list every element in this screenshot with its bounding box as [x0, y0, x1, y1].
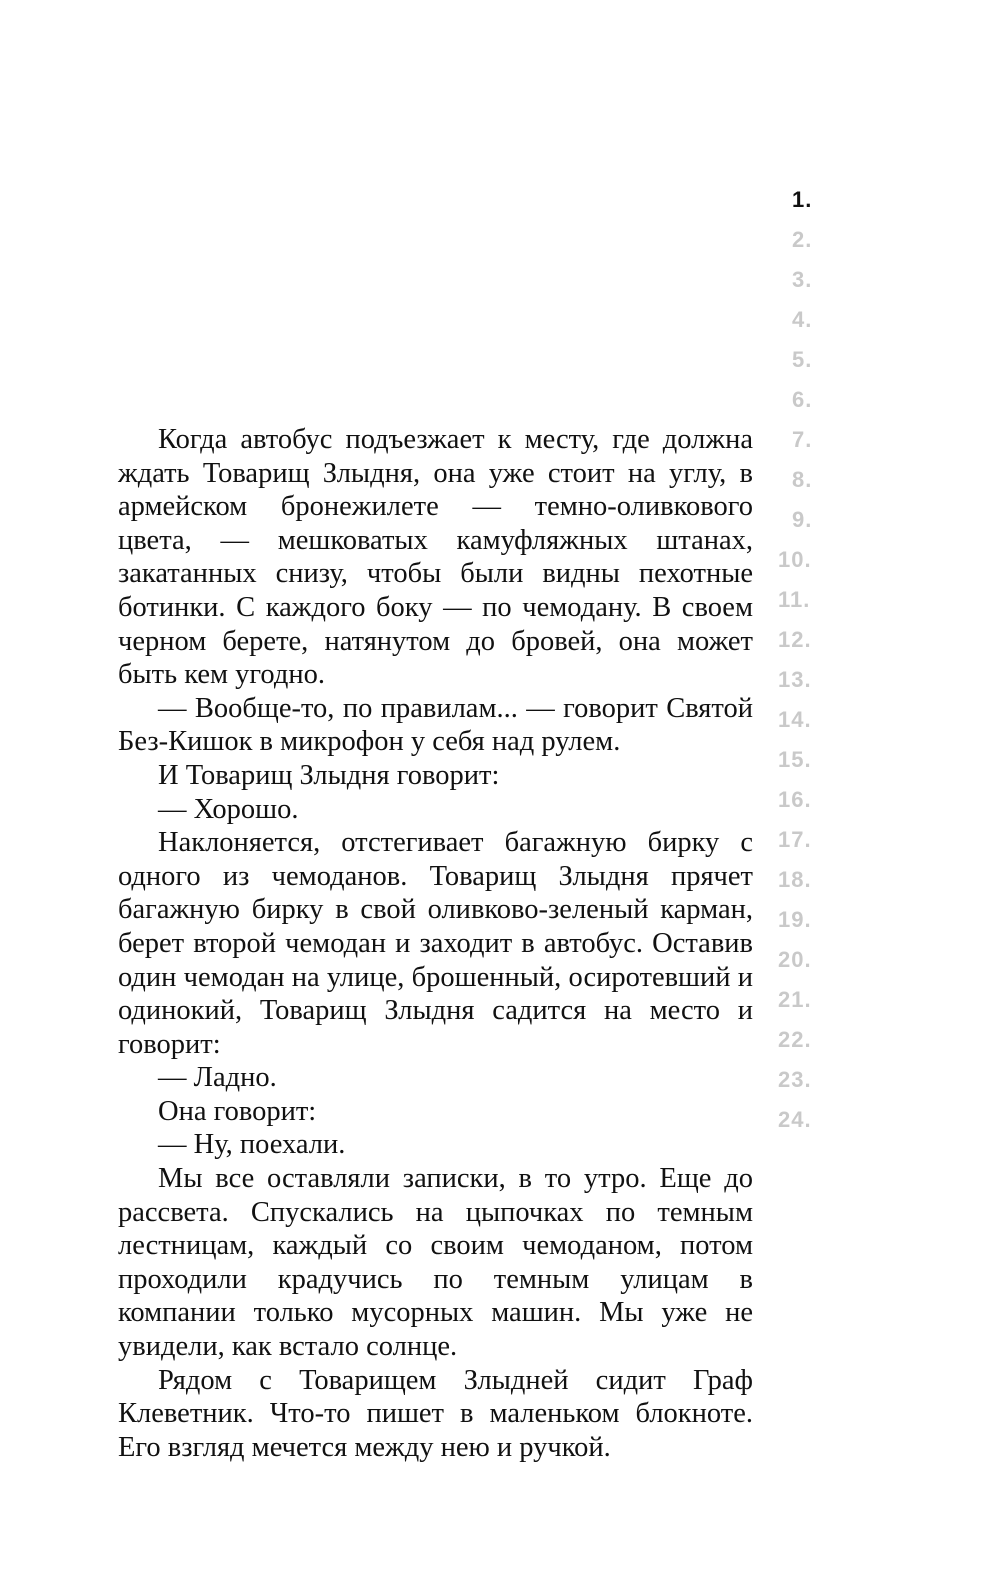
chapter-number: 19. [778, 907, 812, 932]
chapter-number: 2. [792, 227, 813, 252]
paragraph: — Ну, поехали. [158, 1129, 346, 1161]
paragraph: Она говорит: [158, 1095, 317, 1127]
paragraph: Наклоняется, отстегивает багажную бирку с одного из чемоданов. Товарищ Злыдня прячет багажную бирку в свой оливково-зеленый карман, берет второй чемодан и заходит в автобус. Оставив один чемодан на улице, брошенный, осиротевший и одинокий, Товарищ Злыдня садится на место и говорит: [118, 827, 753, 1060]
paragraph: — Хорошо. [158, 793, 299, 825]
paragraph: — Ладно. [158, 1062, 277, 1094]
chapter-number: 17. [778, 827, 812, 852]
chapter-number: 22. [778, 1027, 812, 1052]
chapter-number: 12. [778, 627, 812, 652]
chapter-number: 15. [778, 747, 812, 772]
chapter-number: 16. [778, 787, 812, 812]
paragraph: Рядом с Товарищем Злыдней сидит Граф Клеветник. Что-то пишет в маленьком блокноте. Его взгляд мечется между нею и ручкой. [118, 1364, 753, 1463]
body-text [118, 423, 753, 1464]
chapter-number: 14. [778, 707, 812, 732]
chapter-number-index [778, 184, 838, 1144]
chapter-number-active: 1. [792, 187, 813, 212]
chapter-number: 24. [778, 1107, 812, 1132]
chapter-number: 7. [792, 427, 813, 452]
paragraph: Мы все оставляли записки, в то утро. Еще до рассвета. Спускались на цыпочках по темным лестницам, каждый со своим чемоданом, потом проходили крадучись по темным улицам в компании только мусорных машин. Мы уже не увидели, как встало солнце. [118, 1163, 753, 1363]
chapter-number: 21. [778, 987, 812, 1012]
chapter-number: 8. [792, 467, 813, 492]
chapter-number: 10. [778, 547, 812, 572]
paragraph: И Товарищ Злыдня говорит: [158, 759, 500, 791]
chapter-number: 4. [792, 307, 813, 332]
chapter-number: 11. [778, 587, 811, 612]
chapter-number: 5. [792, 347, 813, 372]
chapter-number: 9. [792, 507, 813, 532]
paragraph: — Вообще-то, по правилам... — говорит Святой Без-Кишок в микрофон у себя над рулем. [118, 692, 753, 758]
chapter-number: 20. [778, 947, 812, 972]
chapter-number: 6. [792, 387, 813, 412]
chapter-number: 18. [778, 867, 812, 892]
chapter-number: 13. [778, 667, 812, 692]
paragraph: Когда автобус подъезжает к месту, где должна ждать Товарищ Злыдня, она уже стоит на углу, в армейском бронежилете — темно-оливкового цвета, — мешковатых камуфляжных штанах, закатанных снизу, чтобы были видны пехотные ботинки. С каждого боку — по чемодану. В своем черном берете, натянутом до бровей, она может быть кем угодно. [118, 424, 753, 691]
chapter-number: 23. [778, 1067, 812, 1092]
chapter-number: 3. [792, 267, 813, 292]
